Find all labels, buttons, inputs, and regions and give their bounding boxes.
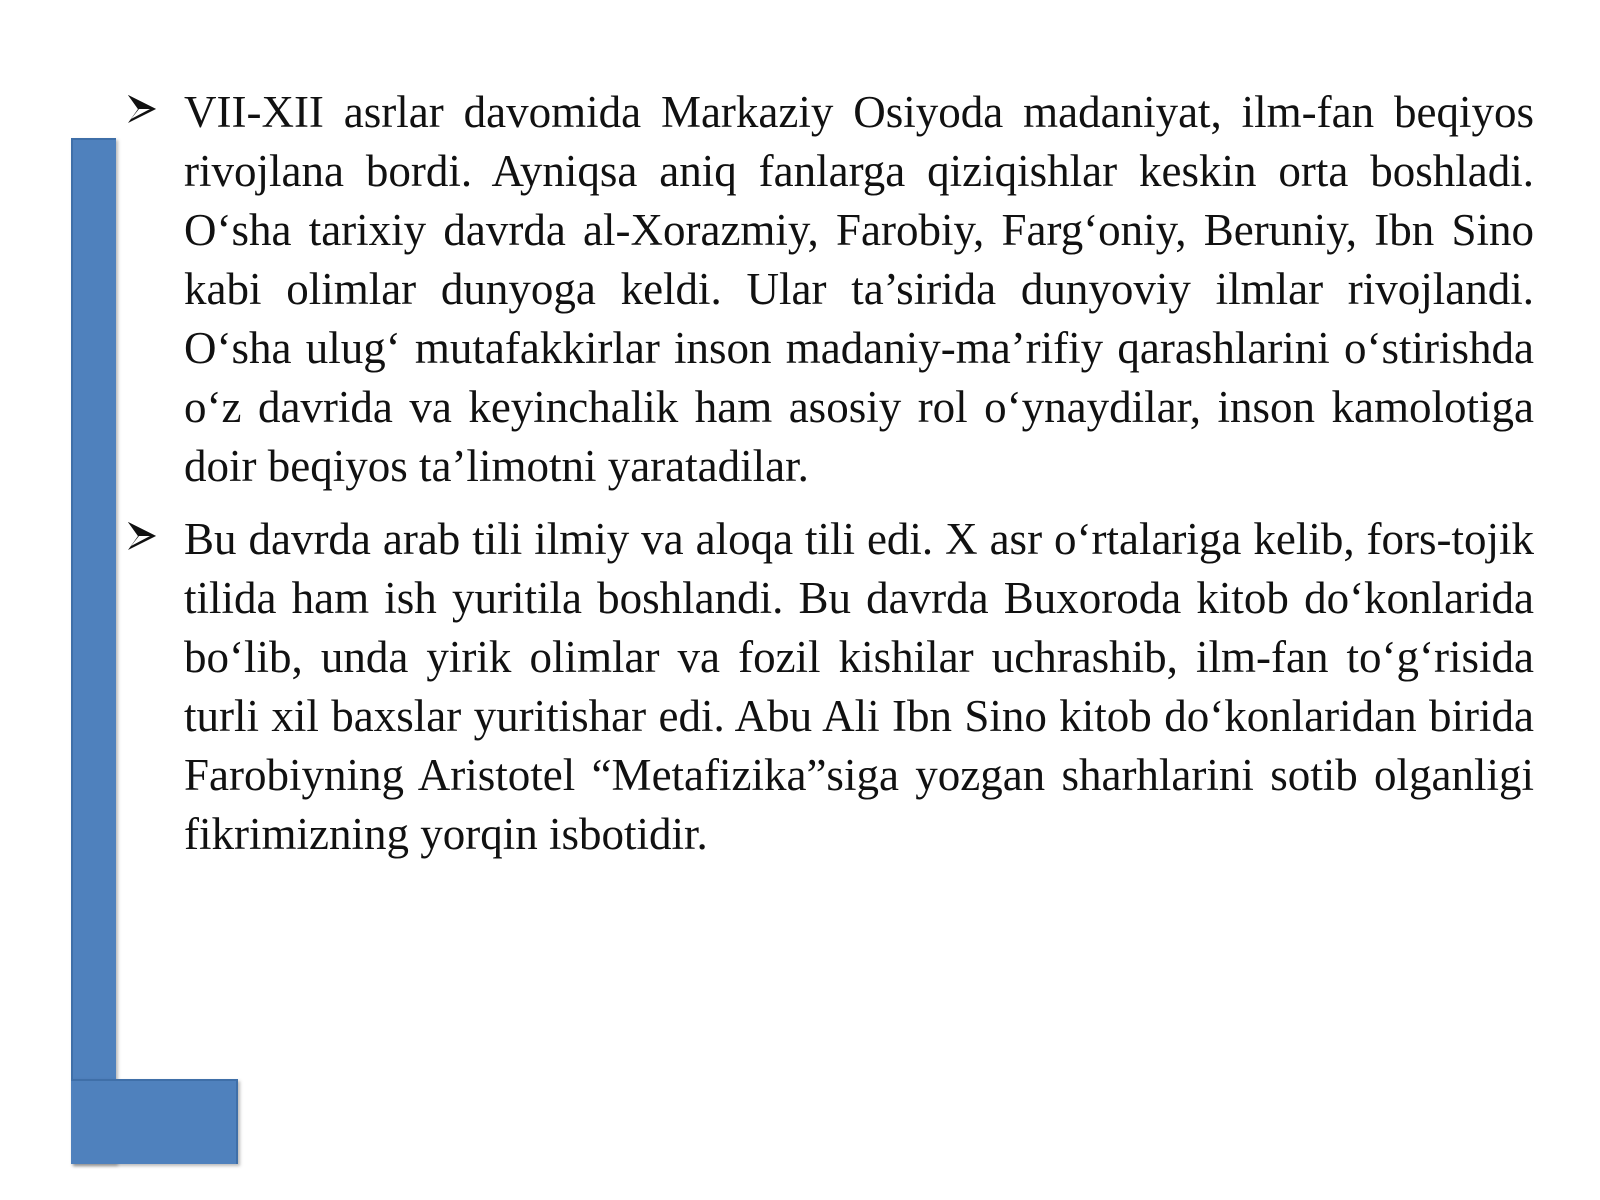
paragraph-text: Bu davrda arab tili ilmiy va aloqa tili edi. X asr o‘rtalariga kelib, fors-tojik tilida ham ish yuritila boshlandi. Bu davrda Buxoroda kitob do‘konlarida bo‘lib, unda yirik olimlar va fozil kishilar uchrashib, ilm-fan to‘g‘risida turli xil baxslar yuritishar edi. Abu Ali Ibn Sino kitob do‘konlaridan birida Farobiyning Aristotel “Metafizika”siga yozgan sharhlarini sotib olganligi fikrimizning yorqin isbotidir.: [184, 514, 1534, 859]
arrow-bullet-icon: [126, 520, 158, 552]
list-item: [124, 83, 1534, 496]
bullet-list: [124, 83, 1534, 878]
paragraph-text: VII-XII asrlar davomida Markaziy Osiyoda madaniyat, ilm-fan beqiyos rivojlana bordi. Ayniqsa aniq fanlarga qiziqishlar keskin orta boshladi. O‘sha tarixiy davrda al-Xorazmiy, Farobiy, Farg‘oniy, Beruniy, Ibn Sino kabi olimlar dunyoga keldi. Ular ta’sirida dunyoviy ilmlar rivojlandi. O‘sha ulug‘ mutafakkirlar inson madaniy-ma’rifiy qarashlarini o‘stirishda o‘z davrida va keyinchalik ham asosiy rol o‘ynaydilar, inson kamolotiga doir beqiyos ta’limotni yaratadilar.: [184, 87, 1534, 491]
arrow-bullet-icon: [126, 93, 158, 125]
list-item: [124, 510, 1534, 864]
decorative-bracket-vertical: [71, 138, 116, 1164]
decorative-bracket-foot: [71, 1079, 238, 1164]
